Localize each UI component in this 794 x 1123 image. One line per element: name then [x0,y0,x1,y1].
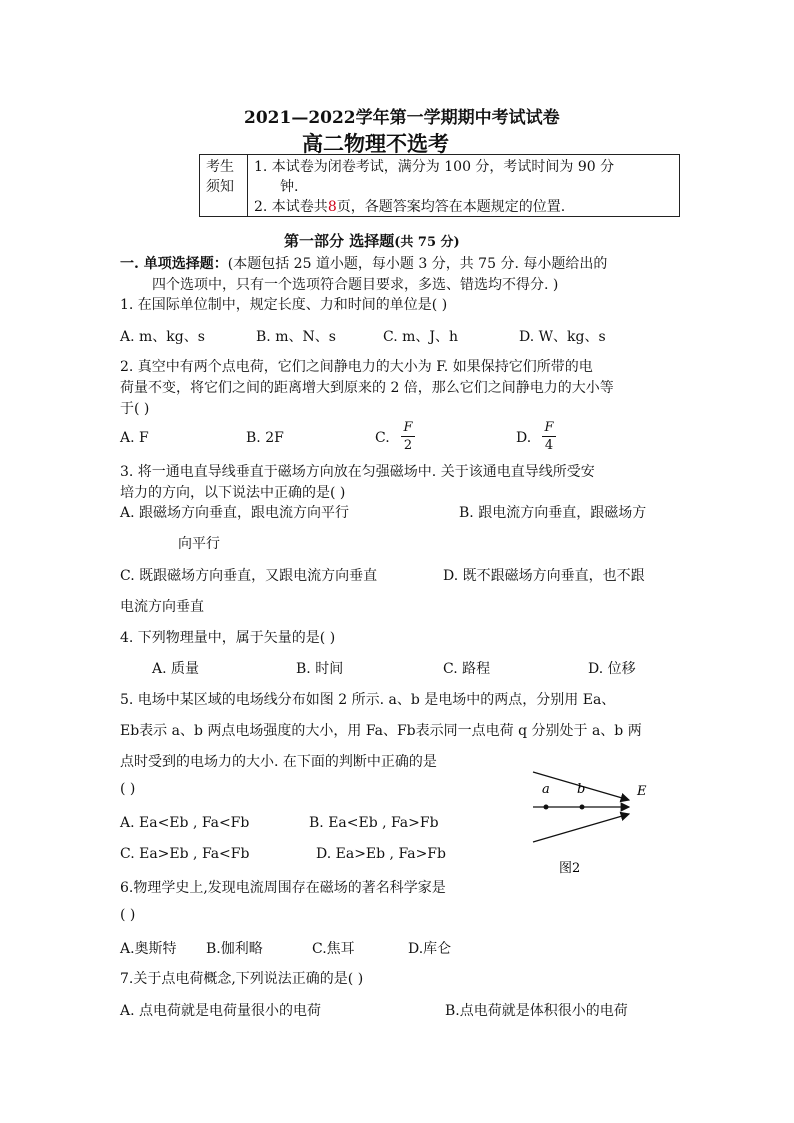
q5-stem-line-3: 点时受到的电场力的大小. 在下面的判断中正确的是 [120,754,437,770]
q3-option-c: C. 既跟磁场方向垂直，又跟电流方向垂直 [120,568,378,584]
q4-option-c: C. 路程 [443,661,491,677]
field-line-bottom [533,814,629,842]
q5-answer-paren: ( ) [120,781,136,797]
q6-option-c: C.焦耳 [312,941,355,957]
exam-subtitle: 高二物理不选考 [302,131,449,156]
q2-stem-line-2: 荷量不变，将它们之间的距离增大到原来的 2 倍，那么它们之间静电力的大小等 [120,380,614,396]
q1-stem: 1. 在国际单位制中，规定长度、力和时间的单位是( ) [120,297,448,313]
point-a-label: a [542,782,550,797]
point-b-label: b [577,782,586,797]
candidate-notes-box [199,154,680,217]
section-line-1: (本题包括 25 道小题，每小题 3 分，共 75 分. 每小题给出的 [227,256,608,272]
q2-option-d-fraction [542,420,556,453]
q7-option-a: A. 点电荷就是电荷量很小的电荷 [120,1003,322,1019]
field-e-label: E [637,784,647,799]
q3-option-b-cont: 向平行 [178,536,220,552]
q6-stem: 6.物理学史上,发现电流周围存在磁场的著名科学家是 [120,880,446,896]
q6-option-b: B.伽利略 [206,941,263,957]
q1-option-a: A. m、kg、s [120,329,205,345]
q2-d-denominator: 4 [544,438,554,453]
section-line-2: 四个选项中，只有一个选项符合题目要求，多选、错选均不得分. ) [152,277,559,293]
q3-stem-line-2: 培力的方向，以下说法中正确的是( ) [120,485,346,501]
electric-field-diagram [525,762,665,880]
q4-stem: 4. 下列物理量中，属于矢量的是( ) [120,630,336,646]
q2-option-b: B. 2F [246,430,284,446]
q1-option-b: B. m、N、s [256,329,336,345]
q3-option-b: B. 跟电流方向垂直，跟磁场方 [459,505,647,521]
q3-option-a: A. 跟磁场方向垂直，跟电流方向平行 [120,505,350,521]
notes-page-count: 8 [327,199,337,215]
q3-option-d: D. 既不跟磁场方向垂直，也不跟 [443,568,645,584]
q5-option-a: A. Ea<Eb , Fa<Fb [120,815,250,831]
q6-option-a: A.奥斯特 [120,941,177,957]
q4-option-a: A. 质量 [152,661,200,677]
q7-option-b: B.点电荷就是体积很小的电荷 [445,1003,628,1019]
q3-stem-line-1: 3. 将一通电直导线垂直于磁场方向放在匀强磁场中. 关于该通电直导线所受安 [120,464,595,480]
q2-option-c-fraction [401,420,415,453]
notes-item-2-text-b: 页，各题答案均答在本题规定的位置. [336,199,566,215]
notes-item-2 [254,197,565,217]
q5-option-c: C. Ea>Eb , Fa<Fb [120,846,250,862]
q4-option-d: D. 位移 [588,661,636,677]
q4-option-b: B. 时间 [296,661,344,677]
point-b [580,805,585,810]
q5-option-d: D. Ea>Eb , Fa>Fb [316,846,446,862]
q7-stem: 7.关于点电荷概念,下列说法正确的是( ) [120,971,364,987]
notes-item-2-text: 2. 本试卷共 [254,199,328,215]
q2-stem-line-1: 2. 真空中有两个点电荷，它们之间静电力的大小为 F. 如果保持它们所带的电 [120,359,593,375]
q1-option-c: C. m、J、h [383,329,459,345]
q2-c-numerator: F [403,420,413,435]
section-instructions [120,253,607,273]
part-title: 第一部分 选择题 [284,232,395,250]
q2-stem-line-3: 于( ) [120,401,150,417]
q6-answer-paren: ( ) [120,907,136,923]
section-heading: 一. 单项选择题： [120,256,228,272]
q5-stem-line-1: 5. 电场中某区域的电场线分布如图 2 所示. a、b 是电场中的两点，分别用 Ea、 [120,692,616,708]
notes-label: 考生须知 [200,155,248,216]
q2-c-denominator: 2 [403,438,413,453]
q6-option-d: D.库仑 [408,941,452,957]
exam-title: 2021—2022学年第一学期期中考试试卷 [244,108,560,128]
notes-item-1-cont: 钟. [280,179,299,195]
figure-2-caption: 图2 [559,861,581,876]
q2-d-numerator: F [544,420,554,435]
q2-option-a: A. F [120,430,149,446]
q2-option-d: D. [516,430,532,446]
point-a [544,805,549,810]
q1-option-d: D. W、kg、s [519,329,606,345]
q2-option-c: C. [375,430,390,446]
q5-stem-line-2: Eb表示 a、b 两点电场强度的大小，用 Fa、Fb表示同一点电荷 q 分别处于 a、b 两 [120,723,642,739]
q5-option-b: B. Ea<Eb , Fa>Fb [309,815,439,831]
part-heading [284,230,460,251]
part-score: (共 75 分) [394,235,460,250]
q3-option-d-cont: 电流方向垂直 [120,599,204,615]
notes-item-1: 1. 本试卷为闭卷考试，满分为 100 分，考试时间为 90 分 [254,159,615,175]
